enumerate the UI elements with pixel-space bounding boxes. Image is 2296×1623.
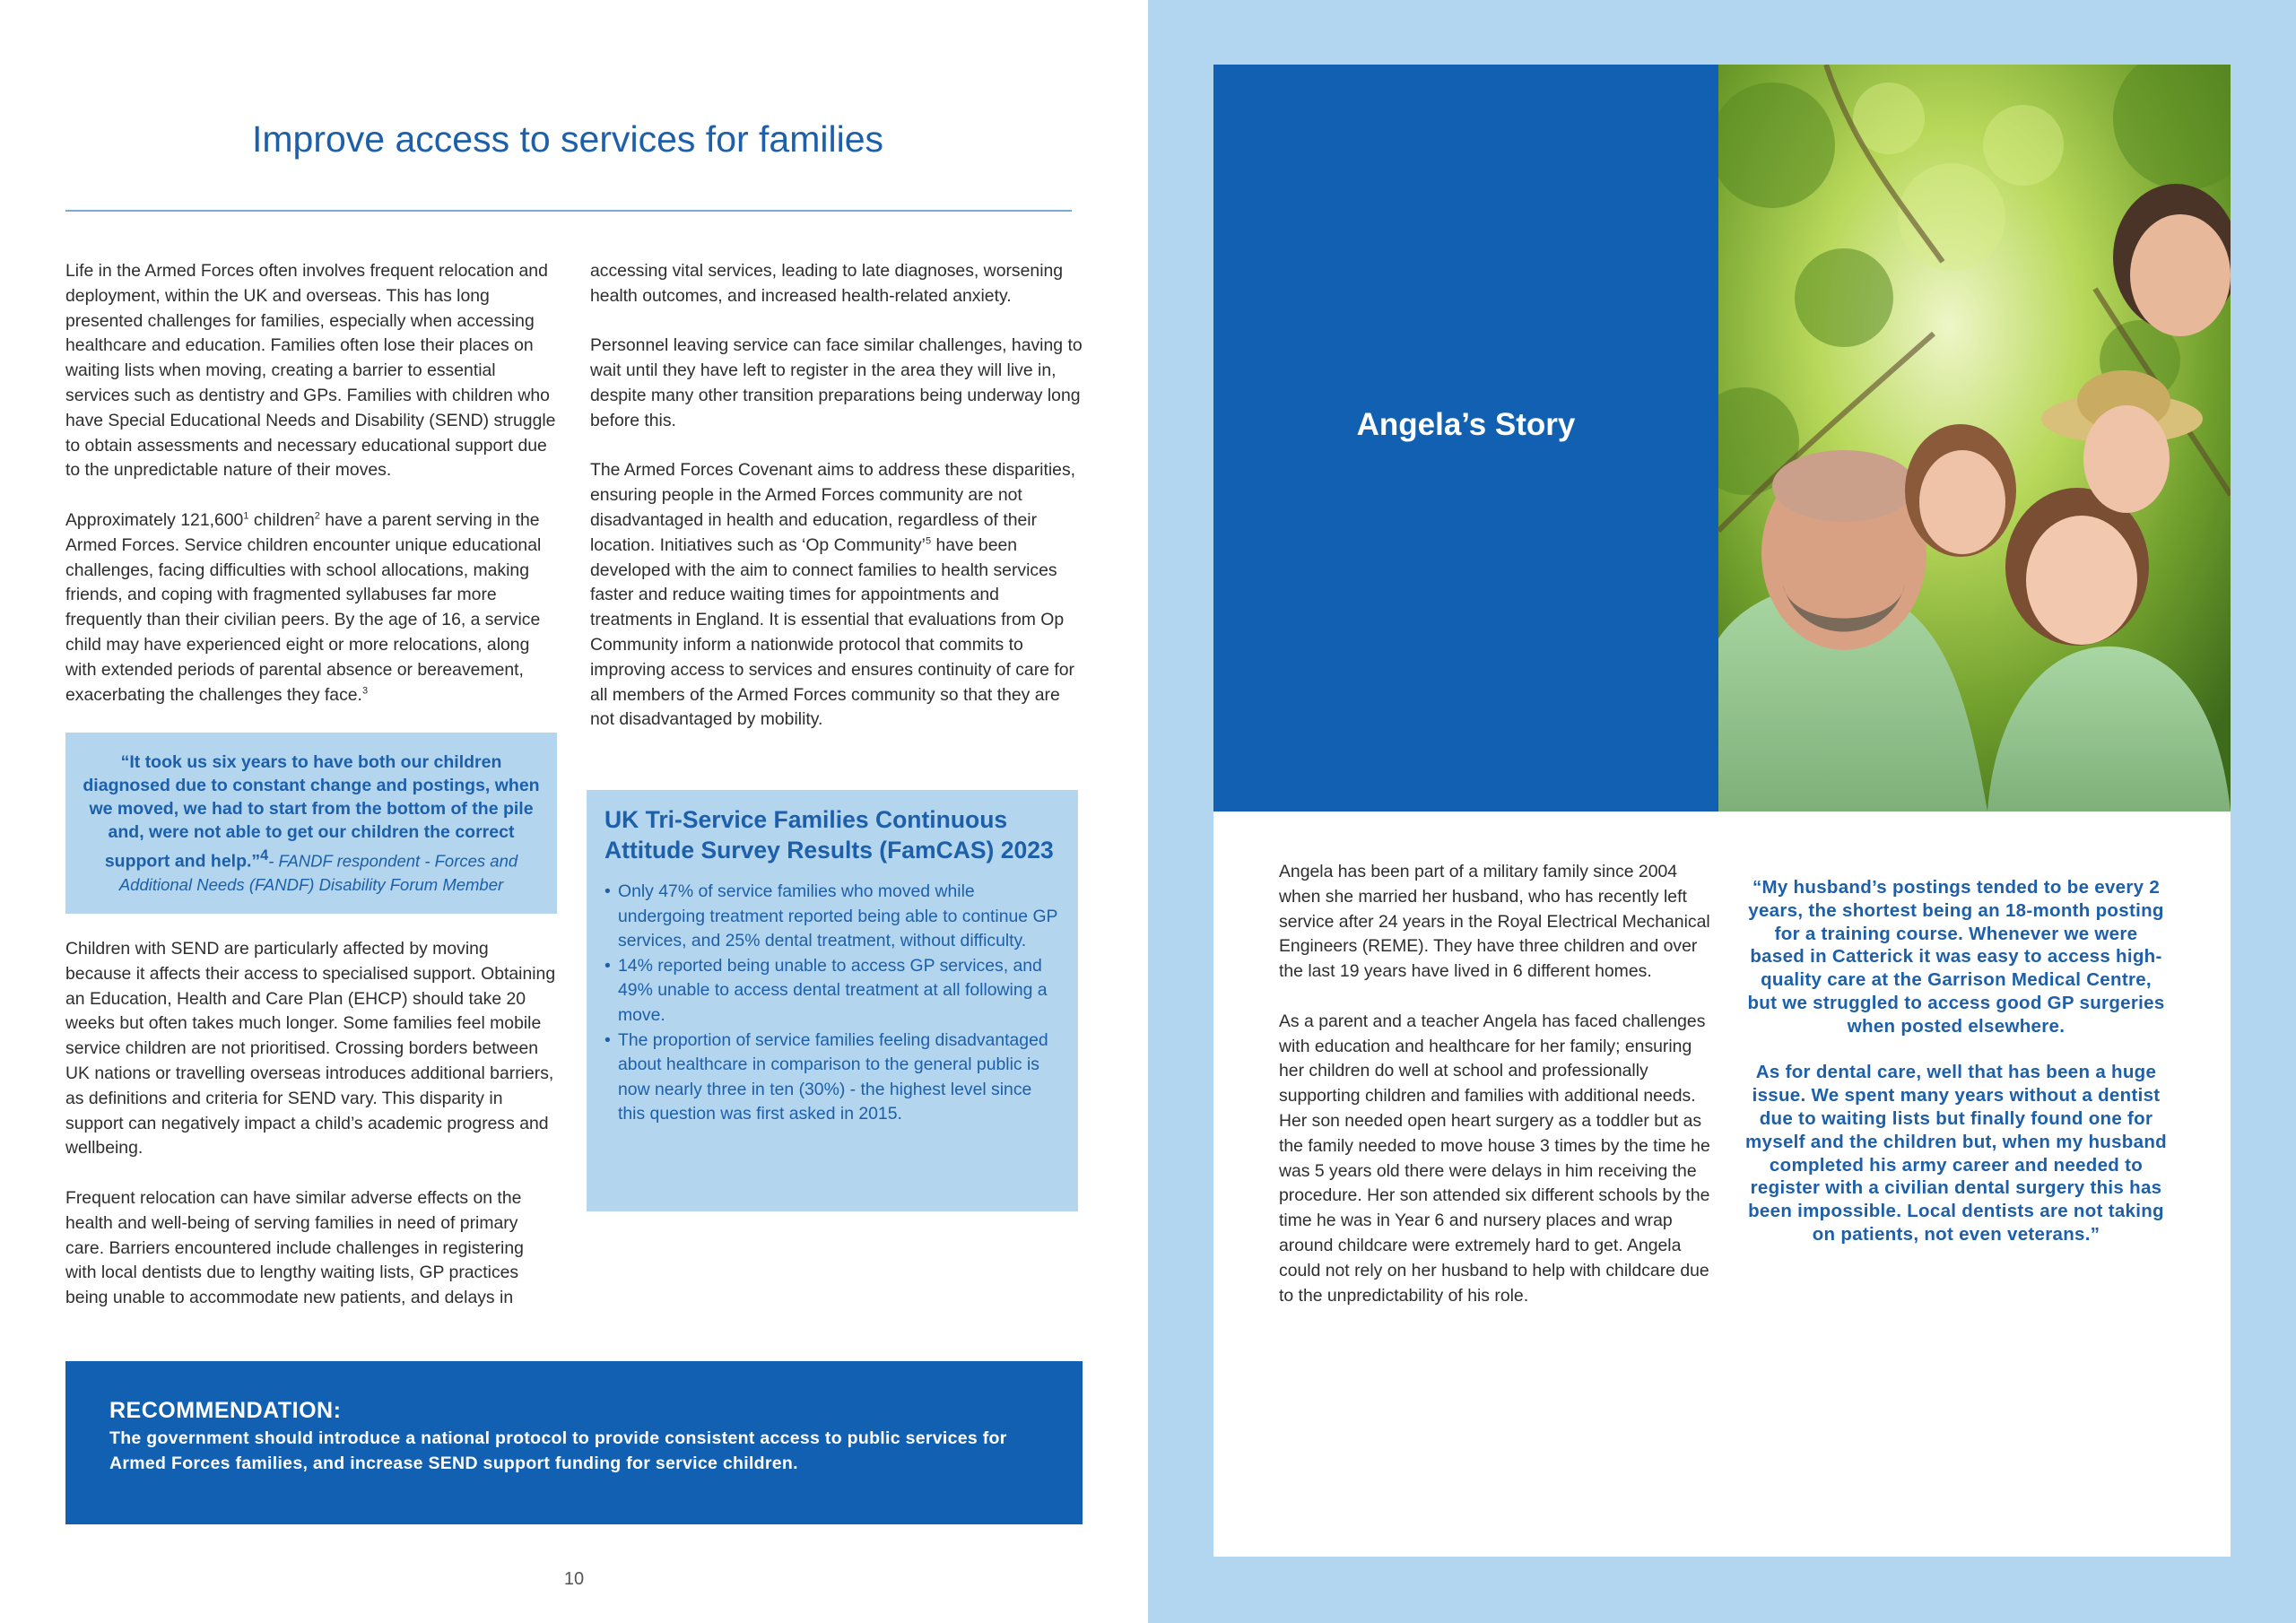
story-paragraph-2: As a parent and a teacher Angela has faced challenges with education and healthcare for her family; ensuring her children do well at school and professionally supporting children and families with additional needs. Her son needed open heart surgery as a toddler but as the family needed to move house 3 times by the time he was 5 years old there were delays in him receiving the procedure. Her son attended six different schools by the time he was in Year 6 and nursery places and wrap around childcare were extremely hard to get. Angela could not rely on her husband to help with childcare due to the unpredictability of his role. <box>1279 1011 1710 1306</box>
quote-paragraph-1: “My husband’s postings tended to be every 2 years, the shortest being an 18-month posting for a training course. Whenever we were based in Catterick it was easy to access high-quality care at the Garrison Medical Centre, but we struggled to access good GP surgeries when posted elsewhere. <box>1747 877 2165 1037</box>
title-divider <box>65 210 1072 212</box>
quote-text: “It took us six years to have both our children diagnosed due to constant change and postings, when we moved, we had to start from the bottom of the pile and, were not able to get our children the correct support and help.” <box>83 752 540 872</box>
story-paragraph-1: Angela has been part of a military family since 2004 when she married her husband, who has recently left service after 24 years in the Royal Electrical Mechanical Engineers (REME). They have three children and over the last 19 years have lived in 6 different homes. <box>1279 862 1710 982</box>
angela-story-text <box>1279 860 1718 1333</box>
footnote-ref-2[interactable]: 2 <box>314 510 320 522</box>
family-photo <box>1718 65 2231 812</box>
paragraph-relocation: Life in the Armed Forces often involves frequent relocation and deployment, within the UK and overseas. This has long presented challenges for families, especially when accessing healthcare and education. Families often lose their places on waiting lists when moving, creating a barrier to essential services such as dentistry and GPs. Families with children who have Special Educational Needs and Disability (SEND) struggle to obtain assessments and necessary educational support due to the unpredictable nature of their moves. <box>65 261 556 481</box>
page-number: 10 <box>563 1569 585 1589</box>
paragraph-vital-services: accessing vital services, leading to late diagnoses, worsening health outcomes, and increased health-related anxiety. <box>590 261 1064 306</box>
footnote-ref-1[interactable]: 1 <box>243 510 249 522</box>
page-title: Improve access to services for families <box>251 118 884 160</box>
survey-title: UK Tri-Service Families Continuous Attitude Survey Results (FamCAS) 2023 <box>604 806 1054 864</box>
column-1-top <box>65 259 557 733</box>
column-2 <box>590 259 1083 758</box>
paragraph-covenant: The Armed Forces Covenant aims to address these disparities, ensuring people in the Armed Forces community are not disadvantaged in health and education, regardless of their location. Initiatives such as ‘Op Community’$^5$ have been developed with the aim to connect families to health services faster and reduce waiting times for appointments and treatments in England. It is essential that evaluations from Op Community inform a nationwide protocol that commits to improving access to services and ensures continuity of care for all members of the Armed Forces community so that they are not disadvantaged by mobility. <box>590 460 1076 730</box>
column-1-bottom <box>65 937 557 1336</box>
recommendation-box <box>65 1361 1083 1524</box>
recommendation-text: The government should introduce a national protocol to provide consistent access to public services for Armed Forces families, and increase SEND support funding for service children. <box>109 1428 1007 1473</box>
recommendation-heading: RECOMMENDATION: <box>109 1398 342 1423</box>
survey-results-list <box>604 880 1060 1127</box>
footnote-ref-5[interactable]: 5 <box>925 535 932 547</box>
angela-quote <box>1745 876 2167 1270</box>
story-title: Angela’s Story <box>1356 406 1576 442</box>
footnote-ref-4[interactable]: 4 <box>260 847 269 864</box>
quote-paragraph-2: As for dental care, well that has been a huge issue. We spent many years without a dentist due to waiting lists but finally found one for myself and the children but, when my husband completed his army career and needed to register with a civilian dental surgery this has been impossible. Local dentists are not taking on patients, not even veterans.” <box>1745 1062 2167 1245</box>
survey-item: • The proportion of service families feeling disadvantaged about healthcare in comparison to the general public is now nearly three in ten (30%) - the highest level since this question was first asked in 2015. <box>604 1028 1060 1127</box>
famcas-survey-box <box>587 790 1078 1211</box>
quote-attribution: - FANDF respondent - Forces and Additional Needs (FANDF) Disability Forum Member <box>118 851 518 894</box>
story-card <box>1213 65 2231 1557</box>
story-title-panel <box>1213 65 1718 812</box>
paragraph-service-children: Approximately 121,600$^1$ children$^2$ have a parent serving in the Armed Forces. Service children encounter unique educational challenges, facing difficulties with school allocations, making friends, and coping with fragmented syllabuses far more frequently than their civilian peers. By the age of 16, a service child may have experienced eight or more relocations, along with extended periods of parental absence or bereavement, exacerbating the challenges they face.$^3$ <box>65 509 542 705</box>
survey-item: • Only 47% of service families who moved while undergoing treatment reported being able to continue GP services, and 25% dental treatment, without difficulty. <box>604 880 1060 954</box>
paragraph-leaving-service: Personnel leaving service can face similar challenges, having to wait until they have left to register in the area they will live in, despite many other transition preparations being underway long before this. <box>590 335 1083 430</box>
right-page <box>1148 0 2296 1623</box>
fandf-quote-box <box>65 733 557 914</box>
paragraph-primary-care: Frequent relocation can have similar adverse effects on the health and well-being of serving families in need of primary care. Barriers encountered include challenges in registering with local dentists due to lengthy waiting lists, GP practices being unable to accommodate new patients, and delays in <box>65 1187 524 1308</box>
paragraph-send: Children with SEND are particularly affected by moving because it affects their access to specialised support. Obtaining an Education, Health and Care Plan (EHCP) should take 20 weeks but often takes much longer. Some families feel mobile service children are not prioritised. Crossing borders between UK nations or travelling overseas introduces additional barriers, as definitions and criteria for SEND vary. This disparity in support can negatively impact a child’s academic progress and wellbeing. <box>65 939 556 1159</box>
survey-item: • 14% reported being unable to access GP services, and 49% unable to access dental treatment at all following a move. <box>604 954 1060 1028</box>
footnote-ref-3[interactable]: 3 <box>361 685 369 697</box>
